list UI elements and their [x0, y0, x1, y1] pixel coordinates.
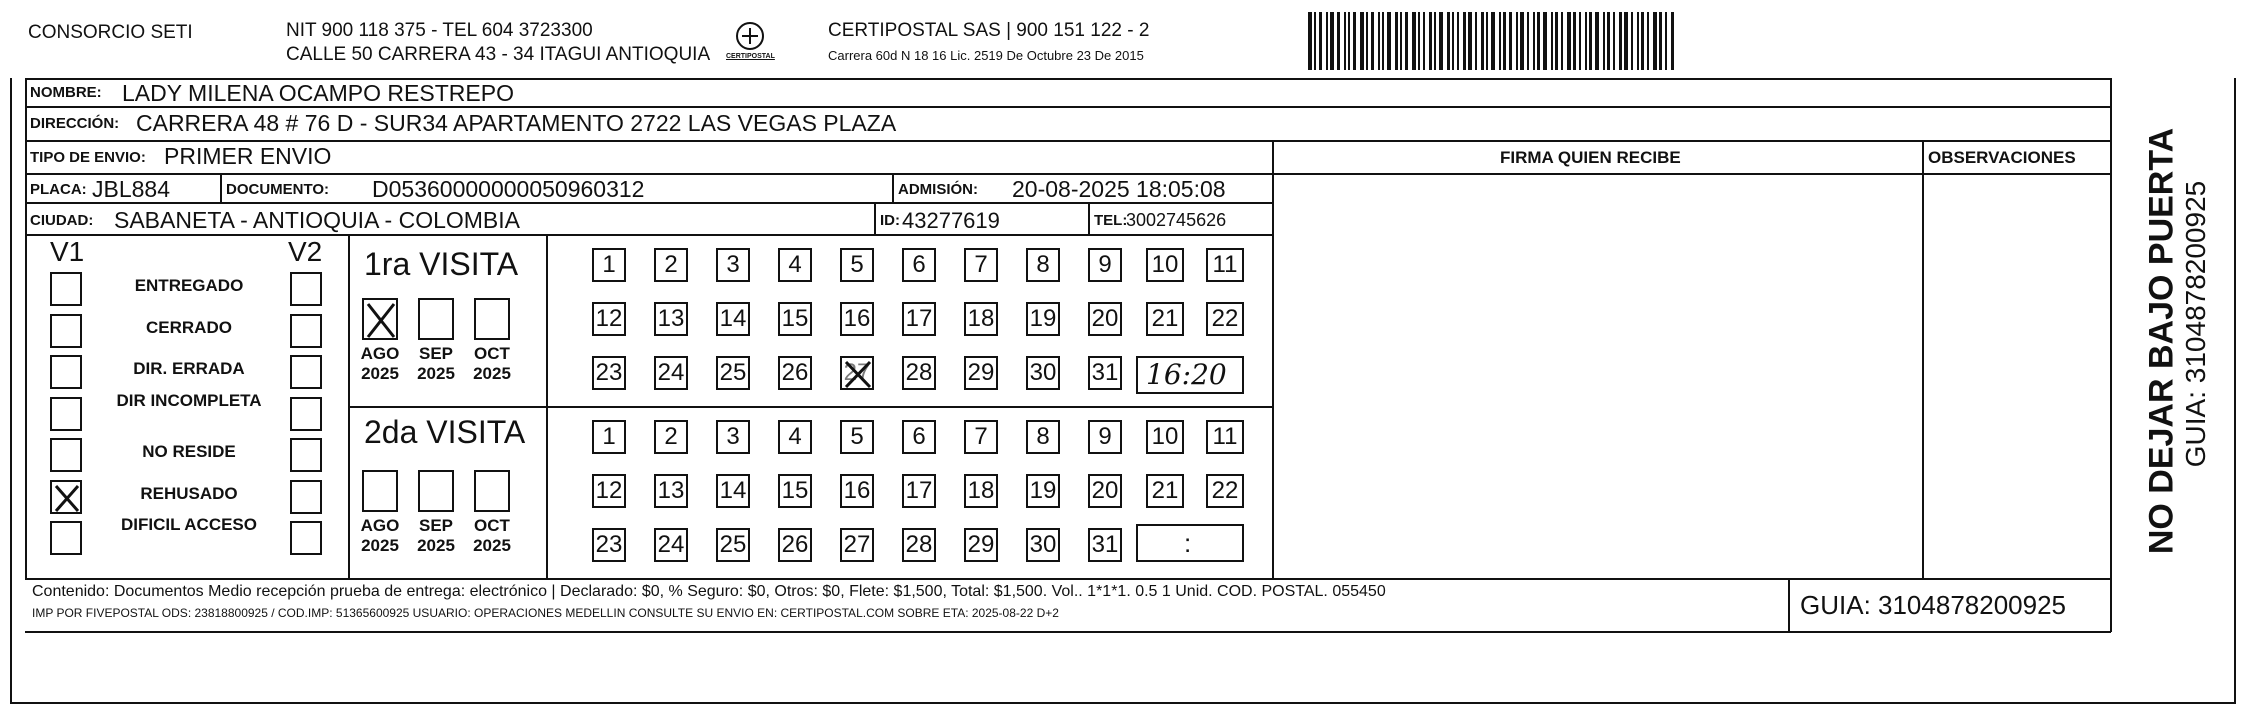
- barcode-bar: [1481, 12, 1484, 70]
- day-box[interactable]: [964, 420, 998, 454]
- barcode-bar: [1434, 12, 1436, 70]
- placa-label: PLACA:: [30, 181, 87, 198]
- day-box[interactable]: [716, 474, 750, 508]
- day-box[interactable]: [840, 356, 874, 390]
- day-box[interactable]: [778, 356, 812, 390]
- certipostal-logo: [726, 18, 774, 68]
- day-number: 19: [1029, 477, 1057, 504]
- day-number: 13: [657, 305, 685, 332]
- footer-line2: IMP POR FIVEPOSTAL ODS: 23818800925 / COD.IMP: 51365600925 USUARIO: OPERACIONES MEDELLIN CONSULTE SU ENVIO EN: CERTIPOSTAL.COM SOBRE ETA: 2025-08-22 D+2: [32, 606, 1059, 620]
- day-number: 31: [1091, 531, 1119, 558]
- barcode-bar: [1637, 12, 1639, 70]
- day-number: 10: [1151, 251, 1179, 278]
- day-box[interactable]: [654, 356, 688, 390]
- day-number: 5: [850, 423, 864, 450]
- day-number: 19: [1029, 305, 1057, 332]
- barcode-bar: [1595, 12, 1599, 70]
- day-number: 31: [1091, 359, 1119, 386]
- day-number: 28: [905, 531, 933, 558]
- month-name: OCT: [474, 344, 510, 363]
- tipo-envio-label: TIPO DE ENVIO:: [30, 149, 146, 166]
- day-box[interactable]: [902, 420, 936, 454]
- day-box[interactable]: [1088, 248, 1122, 282]
- ciudad-value: SABANETA - ANTIOQUIA - COLOMBIA: [114, 207, 520, 233]
- barcode-bar: [1486, 12, 1488, 70]
- day-number: 9: [1098, 251, 1112, 278]
- barcode-bar: [1503, 12, 1506, 70]
- barcode-bar: [1516, 12, 1518, 70]
- tipo-envio-value: PRIMER ENVIO: [164, 143, 332, 169]
- day-number: 4: [788, 251, 802, 278]
- day-box[interactable]: [902, 248, 936, 282]
- side-guia: GUIA: 3104878200925: [2180, 180, 2211, 468]
- day-number: 23: [595, 531, 623, 558]
- nombre-value: LADY MILENA OCAMPO RESTREPO: [122, 80, 514, 106]
- side-warning: NO DEJAR BAJO PUERTA: [2142, 127, 2181, 555]
- day-number: 24: [657, 359, 685, 386]
- day-number: 16: [843, 477, 871, 504]
- day-number: 28: [905, 359, 933, 386]
- day-number: 9: [1098, 423, 1112, 450]
- barcode-bar: [1314, 12, 1316, 70]
- v2-checkbox[interactable]: [290, 521, 322, 555]
- barcode-bar: [1579, 12, 1581, 70]
- visit2-title: 2da VISITA: [364, 414, 526, 450]
- ciudad-label: CIUDAD:: [30, 212, 94, 229]
- v1-label: V1: [50, 236, 85, 267]
- barcode-bar: [1348, 12, 1350, 70]
- barcode-bar: [1400, 12, 1402, 70]
- admision-label: ADMISIÓN:: [898, 181, 978, 198]
- barcode-bar: [1371, 12, 1374, 70]
- day-box[interactable]: [1206, 248, 1244, 282]
- v2-checkbox[interactable]: [290, 355, 322, 389]
- month-year: 2025: [473, 364, 511, 383]
- day-number: 15: [781, 305, 809, 332]
- sender-address: CALLE 50 CARRERA 43 - 34 ITAGUI ANTIOQUIA: [286, 44, 711, 65]
- sender-nit: NIT 900 118 375 - TEL 604 3723300: [286, 20, 593, 41]
- admision-value: 20-08-2025 18:05:08: [1012, 176, 1226, 202]
- day-number: 20: [1091, 305, 1119, 332]
- barcode-bar: [1330, 12, 1334, 70]
- barcode-bar: [1631, 12, 1633, 70]
- day-box[interactable]: [654, 528, 688, 562]
- barcode-bar: [1613, 12, 1615, 70]
- day-box[interactable]: [1088, 528, 1122, 562]
- barcode-bar: [1561, 12, 1563, 70]
- day-number: 3: [726, 251, 740, 278]
- day-box[interactable]: [840, 528, 874, 562]
- day-box[interactable]: [778, 248, 812, 282]
- day-box[interactable]: [840, 248, 874, 282]
- barcode-bar: [1337, 12, 1340, 70]
- day-number: 13: [657, 477, 685, 504]
- day-number: 29: [967, 531, 995, 558]
- month-name: AGO: [360, 516, 400, 535]
- day-box[interactable]: [840, 420, 874, 454]
- month-year: 2025: [417, 364, 455, 383]
- day-box[interactable]: [778, 302, 812, 336]
- day-number: 1: [602, 423, 616, 450]
- barcode-bar: [1452, 12, 1454, 70]
- barcode-bar: [1665, 12, 1667, 70]
- barcode-bar: [1585, 12, 1587, 70]
- barcode-bar: [1671, 12, 1674, 70]
- day-box[interactable]: [964, 248, 998, 282]
- barcode-bar: [1573, 12, 1576, 70]
- sender-name: CONSORCIO SETI: [28, 22, 193, 43]
- v1-checkbox[interactable]: [50, 480, 82, 514]
- barcode-bar: [1509, 12, 1512, 70]
- id-value: 43277619: [902, 208, 1000, 233]
- month-checkbox[interactable]: [362, 298, 398, 340]
- barcode-bar: [1366, 12, 1368, 70]
- tel-value: 3002745626: [1126, 210, 1227, 230]
- month-name: SEP: [418, 516, 454, 535]
- day-box[interactable]: [654, 474, 688, 508]
- month-checkbox[interactable]: [418, 298, 454, 340]
- barcode-bar: [1423, 12, 1425, 70]
- day-box[interactable]: [964, 356, 998, 390]
- day-box[interactable]: [1146, 420, 1184, 454]
- day-box[interactable]: [902, 474, 936, 508]
- day-number: 11: [1212, 251, 1238, 278]
- status-label: DIR. ERRADA: [133, 359, 245, 378]
- day-number: 12: [595, 305, 623, 332]
- day-number: 27: [843, 359, 871, 386]
- day-box[interactable]: [592, 474, 626, 508]
- status-label: ENTREGADO: [134, 276, 244, 295]
- placa-value: JBL884: [92, 176, 171, 202]
- visit1-time: 16:20: [1146, 358, 1227, 391]
- day-number: 7: [974, 423, 988, 450]
- month-label: [355, 344, 405, 384]
- status-label: REHUSADO: [140, 484, 238, 503]
- month-label: [467, 344, 517, 384]
- day-box[interactable]: [716, 356, 750, 390]
- direccion-label: DIRECCIÓN:: [30, 115, 120, 132]
- barcode-bar: [1543, 12, 1547, 70]
- day-number: 8: [1036, 251, 1050, 278]
- barcode-bar: [1533, 12, 1535, 70]
- month-label: [355, 516, 405, 556]
- visit1-title: 1ra VISITA: [364, 246, 519, 282]
- barcode-bar: [1624, 12, 1628, 70]
- day-number: 14: [719, 305, 747, 332]
- month-name: AGO: [360, 344, 400, 363]
- v1-checkbox[interactable]: [50, 438, 82, 472]
- day-box[interactable]: [1026, 420, 1060, 454]
- day-box[interactable]: [964, 528, 998, 562]
- barcode-bar: [1499, 12, 1501, 70]
- direccion-value: CARRERA 48 # 76 D - SUR34 APARTAMENTO 2722 LAS VEGAS PLAZA: [136, 110, 897, 136]
- day-number: 11: [1212, 423, 1238, 450]
- barcode-bar: [1405, 12, 1408, 70]
- day-box[interactable]: [778, 528, 812, 562]
- day-number: 26: [781, 359, 809, 386]
- day-box[interactable]: [778, 420, 812, 454]
- day-number: 4: [788, 423, 802, 450]
- month-label: [411, 516, 461, 556]
- day-number: 26: [781, 531, 809, 558]
- day-box[interactable]: [840, 302, 874, 336]
- status-label: CERRADO: [146, 318, 232, 337]
- documento-value: D05360000000050960312: [372, 176, 645, 202]
- day-number: 22: [1211, 305, 1239, 332]
- barcode-bar: [1653, 12, 1657, 70]
- day-number: 2: [664, 251, 678, 278]
- day-number: 21: [1151, 305, 1179, 332]
- day-box[interactable]: [840, 474, 874, 508]
- day-box[interactable]: [1088, 356, 1122, 390]
- day-number: 17: [905, 477, 933, 504]
- barcode: [1308, 12, 1676, 70]
- v1-checkbox[interactable]: [50, 314, 82, 348]
- barcode-bar: [1395, 12, 1398, 70]
- day-box[interactable]: [1026, 528, 1060, 562]
- status-label: NO RESIDE: [142, 442, 236, 461]
- day-box[interactable]: [1206, 474, 1244, 508]
- footer-line1: Contenido: Documentos Medio recepción prueba de entrega: electrónico | Declarado: $0, % Seguro: $0, Otros: $0, Flete: $1,500, Total: $1,500. Vol.. 1*1*1. 0.5 1 Unid. COD. POSTAL. 055450: [32, 583, 1386, 600]
- barcode-bar: [1603, 12, 1605, 70]
- day-number: 20: [1091, 477, 1119, 504]
- day-box[interactable]: [654, 420, 688, 454]
- nombre-label: NOMBRE:: [30, 84, 102, 101]
- v2-checkbox[interactable]: [290, 480, 322, 514]
- month-name: SEP: [418, 344, 454, 363]
- barcode-bar: [1412, 12, 1416, 70]
- footer-guia: GUIA: 3104878200925: [1800, 590, 2066, 620]
- day-number: 24: [657, 531, 685, 558]
- barcode-bar: [1619, 12, 1622, 70]
- day-number: 6: [912, 251, 926, 278]
- barcode-bar: [1468, 12, 1472, 70]
- barcode-bar: [1387, 12, 1391, 70]
- day-box[interactable]: [1026, 474, 1060, 508]
- barcode-bar: [1551, 12, 1553, 70]
- day-box[interactable]: [1088, 420, 1122, 454]
- day-number: 1: [602, 251, 616, 278]
- barcode-bar: [1378, 12, 1380, 70]
- day-number: 17: [905, 305, 933, 332]
- day-number: 7: [974, 251, 988, 278]
- month-checkbox[interactable]: [474, 298, 510, 340]
- day-box[interactable]: [902, 356, 936, 390]
- v2-checkbox[interactable]: [290, 397, 322, 431]
- barcode-bar: [1491, 12, 1495, 70]
- month-year: 2025: [361, 364, 399, 383]
- day-number: 22: [1211, 477, 1239, 504]
- day-box[interactable]: [902, 302, 936, 336]
- day-box[interactable]: [1146, 474, 1184, 508]
- carrier-line2: Carrera 60d N 18 16 Lic. 2519 De Octubre 23 De 2015: [828, 48, 1144, 63]
- day-number: 18: [967, 477, 995, 504]
- day-box[interactable]: [1026, 248, 1060, 282]
- day-box[interactable]: [654, 248, 688, 282]
- day-number: 25: [719, 531, 747, 558]
- day-box[interactable]: [1206, 420, 1244, 454]
- barcode-bar: [1537, 12, 1540, 70]
- day-box[interactable]: [1146, 302, 1184, 336]
- day-number: 10: [1151, 423, 1179, 450]
- day-number: 23: [595, 359, 623, 386]
- visit1-time-box[interactable]: [1136, 356, 1244, 394]
- logo-text: CERTIPOSTAL: [726, 53, 775, 60]
- barcode-bar: [1429, 12, 1432, 70]
- month-label: [467, 516, 517, 556]
- status-label: DIFICIL ACCESO: [120, 515, 257, 534]
- day-number: 8: [1036, 423, 1050, 450]
- day-number: 21: [1151, 477, 1179, 504]
- barcode-bar: [1319, 12, 1322, 70]
- day-box[interactable]: [716, 528, 750, 562]
- day-box[interactable]: [592, 420, 626, 454]
- barcode-bar: [1360, 12, 1364, 70]
- barcode-bar: [1520, 12, 1524, 70]
- barcode-bar: [1447, 12, 1450, 70]
- day-number: 30: [1029, 531, 1057, 558]
- barcode-bar: [1382, 12, 1384, 70]
- barcode-bar: [1475, 12, 1477, 70]
- barcode-bar: [1555, 12, 1558, 70]
- barcode-bar: [1463, 12, 1466, 70]
- barcode-bar: [1353, 12, 1356, 70]
- day-number: 14: [719, 477, 747, 504]
- barcode-bar: [1589, 12, 1592, 70]
- day-number: 27: [843, 531, 871, 558]
- barcode-bar: [1607, 12, 1610, 70]
- barcode-bar: [1641, 12, 1644, 70]
- month-checkbox[interactable]: [362, 470, 398, 512]
- day-box[interactable]: [964, 474, 998, 508]
- visit2-time: :: [1184, 528, 1192, 558]
- day-number: 5: [850, 251, 864, 278]
- day-box[interactable]: [1206, 302, 1244, 336]
- day-box[interactable]: [1026, 302, 1060, 336]
- day-box[interactable]: [1026, 356, 1060, 390]
- day-box[interactable]: [592, 248, 626, 282]
- day-box[interactable]: [1088, 302, 1122, 336]
- v1-checkbox[interactable]: [50, 355, 82, 389]
- day-box[interactable]: [1088, 474, 1122, 508]
- day-number: 15: [781, 477, 809, 504]
- barcode-bar: [1659, 12, 1662, 70]
- month-checkbox[interactable]: [474, 470, 510, 512]
- visit2-time-box[interactable]: [1136, 524, 1244, 562]
- tel-label: TEL:: [1094, 212, 1128, 229]
- day-number: 3: [726, 423, 740, 450]
- day-box[interactable]: [592, 356, 626, 390]
- month-year: 2025: [417, 536, 455, 555]
- month-year: 2025: [361, 536, 399, 555]
- month-name: OCT: [474, 516, 510, 535]
- id-label: ID:: [880, 212, 900, 229]
- barcode-bar: [1344, 12, 1346, 70]
- day-box[interactable]: [716, 302, 750, 336]
- barcode-bar: [1418, 12, 1420, 70]
- v1-checkbox[interactable]: [50, 521, 82, 555]
- day-box[interactable]: [964, 302, 998, 336]
- observaciones-header: OBSERVACIONES: [1928, 148, 2076, 167]
- documento-label: DOCUMENTO:: [226, 181, 330, 198]
- barcode-bar: [1647, 12, 1649, 70]
- day-box[interactable]: [716, 248, 750, 282]
- month-year: 2025: [473, 536, 511, 555]
- barcode-bar: [1326, 12, 1328, 70]
- barcode-bar: [1457, 12, 1459, 70]
- status-label: DIR INCOMPLETA: [116, 391, 262, 410]
- firma-header: FIRMA QUIEN RECIBE: [1500, 148, 1681, 167]
- barcode-bar: [1567, 12, 1571, 70]
- day-number: 25: [719, 359, 747, 386]
- day-box[interactable]: [716, 420, 750, 454]
- day-number: 30: [1029, 359, 1057, 386]
- barcode-bar: [1439, 12, 1443, 70]
- day-number: 18: [967, 305, 995, 332]
- day-box[interactable]: [902, 528, 936, 562]
- day-box[interactable]: [592, 302, 626, 336]
- carrier-line1: CERTIPOSTAL SAS | 900 151 122 - 2: [828, 20, 1150, 41]
- day-number: 16: [843, 305, 871, 332]
- month-label: [411, 344, 461, 384]
- day-box[interactable]: [592, 528, 626, 562]
- day-number: 12: [595, 477, 623, 504]
- v1-checkbox[interactable]: [50, 272, 82, 306]
- v2-checkbox[interactable]: [290, 438, 322, 472]
- day-box[interactable]: [654, 302, 688, 336]
- day-number: 29: [967, 359, 995, 386]
- month-checkbox[interactable]: [418, 470, 454, 512]
- v1-checkbox[interactable]: [50, 397, 82, 431]
- v2-checkbox[interactable]: [290, 272, 322, 306]
- barcode-bar: [1527, 12, 1529, 70]
- barcode-bar: [1308, 12, 1312, 70]
- day-box[interactable]: [778, 474, 812, 508]
- day-number: 6: [912, 423, 926, 450]
- day-box[interactable]: [1146, 248, 1184, 282]
- v2-label: V2: [288, 236, 323, 267]
- v2-checkbox[interactable]: [290, 314, 322, 348]
- day-number: 2: [664, 423, 678, 450]
